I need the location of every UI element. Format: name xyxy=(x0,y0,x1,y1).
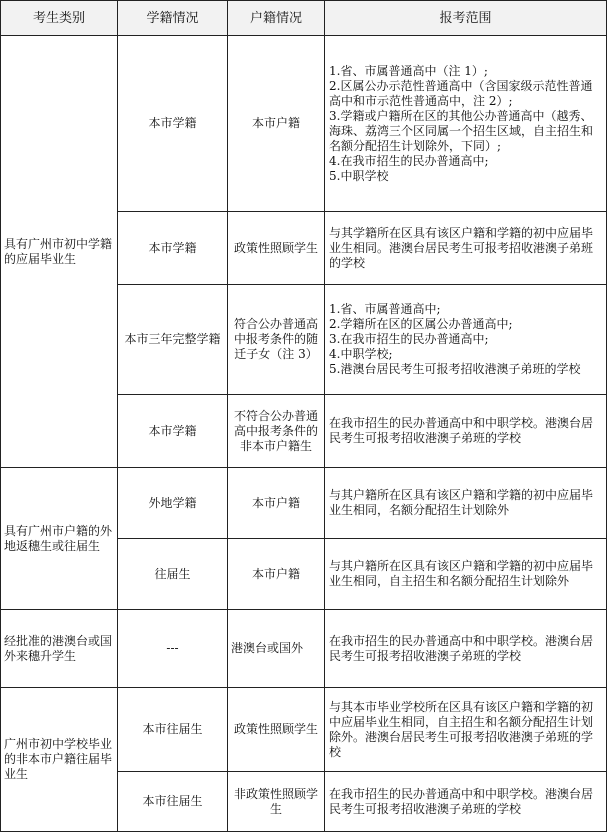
scope-line: 1.省、市属普通高中; xyxy=(329,302,441,316)
scope-line: 4.在我市招生的民办普通高中; xyxy=(329,153,489,168)
table-row xyxy=(1,688,607,772)
scope-cell xyxy=(325,772,607,832)
scope-line: 2.学籍所在区的区属公办普通高中; xyxy=(329,317,513,331)
scope-cell xyxy=(325,36,607,212)
header-household: 户籍情况 xyxy=(228,1,325,36)
header-row xyxy=(1,1,607,36)
household-cell: 本市户籍 xyxy=(228,468,325,539)
scope-line: 2.区属公办示范性普通高中（含国家级示范性普通高中和市示范性普通高中，注 2）; xyxy=(329,78,593,108)
scope-line: 在我市招生的民办普通高中和中职学校。港澳台居民考生可报考招收港澳子弟班的学校 xyxy=(329,416,594,445)
scope-cell xyxy=(325,468,607,539)
scope-line: 在我市招生的民办普通高中和中职学校。港澳台居民考生可报考招收港澳子弟班的学校 xyxy=(329,786,594,816)
household-cell: 不符合公办普通高中报考条件的非本市户籍生 xyxy=(228,395,325,468)
scope-line: 3.在我市招生的民办普通高中; xyxy=(329,332,489,346)
scope-line: 与其本市毕业学校所在区具有该区户籍和学籍的初中应届毕业生相同，自主招生和名额分配招生计划除外。港澳台居民考生可报考招收港澳子弟班的学校 xyxy=(329,699,594,759)
header-category: 考生类别 xyxy=(1,1,118,36)
scope-line: 与其户籍所在区具有该区户籍和学籍的初中应届毕业生相同，名额分配招生计划除外 xyxy=(329,488,594,517)
scope-line: 4.中职学校; xyxy=(329,347,393,361)
scope-line: 5.港澳台居民考生可报考招收港澳子弟班的学校 xyxy=(329,362,581,376)
school-status-cell: 外地学籍 xyxy=(118,468,228,539)
table-row xyxy=(1,610,607,688)
scope-cell xyxy=(325,212,607,285)
school-status-cell: 本市往届生 xyxy=(118,772,228,832)
table-row xyxy=(1,36,607,212)
header-scope: 报考范围 xyxy=(325,1,607,36)
school-status-cell: 本市学籍 xyxy=(118,36,228,212)
category-cell: 经批准的港澳台或国外来穗升学生 xyxy=(1,610,118,688)
table-row xyxy=(1,468,607,539)
school-status-cell: 本市三年完整学籍 xyxy=(118,285,228,395)
category-cell: 具有广州市户籍的外地返穗生或往届生 xyxy=(1,468,118,610)
school-status-cell: 本市往届生 xyxy=(118,688,228,772)
school-status-cell: 本市学籍 xyxy=(118,212,228,285)
scope-cell xyxy=(325,688,607,772)
school-status-cell: 往届生 xyxy=(118,539,228,610)
school-status-cell: --- xyxy=(118,610,228,688)
household-cell: 本市户籍 xyxy=(228,36,325,212)
header-school-status: 学籍情况 xyxy=(118,1,228,36)
scope-line: 在我市招生的民办普通高中和中职学校。港澳台居民考生可报考招收港澳子弟班的学校 xyxy=(329,633,594,663)
scope-line: 与其户籍所在区具有该区户籍和学籍的初中应届毕业生相同，自主招生和名额分配招生计划除外 xyxy=(329,559,594,588)
scope-line: 1.省、市属普通高中（注 1）; xyxy=(329,63,488,78)
scope-cell xyxy=(325,610,607,688)
scope-line: 5.中职学校 xyxy=(329,168,389,183)
scope-cell xyxy=(325,539,607,610)
scope-line: 与其学籍所在区具有该区户籍和学籍的初中应届毕业生相同。港澳台居民考生可报考招收港澳子弟班的学校 xyxy=(329,225,594,270)
school-status-cell: 本市学籍 xyxy=(118,395,228,468)
household-cell: 港澳台或国外 xyxy=(228,610,325,688)
household-cell: 本市户籍 xyxy=(228,539,325,610)
household-cell: 符合公办普通高中报考条件的随迁子女（注 3） xyxy=(228,285,325,395)
household-cell: 非政策性照顾学生 xyxy=(228,772,325,832)
household-cell: 政策性照顾学生 xyxy=(228,212,325,285)
scope-line: 3.学籍或户籍所在区的其他公办普通高中（越秀、海珠、荔湾三个区同属一个招生区域，自主招生和名额分配招生计划除外，下同）; xyxy=(329,108,594,153)
category-cell: 广州市初中学校毕业的非本市户籍往届毕业生 xyxy=(1,688,118,832)
household-cell: 政策性照顾学生 xyxy=(228,688,325,772)
category-cell: 具有广州市初中学籍的应届毕业生 xyxy=(1,36,118,468)
scope-cell xyxy=(325,285,607,395)
scope-cell xyxy=(325,395,607,468)
